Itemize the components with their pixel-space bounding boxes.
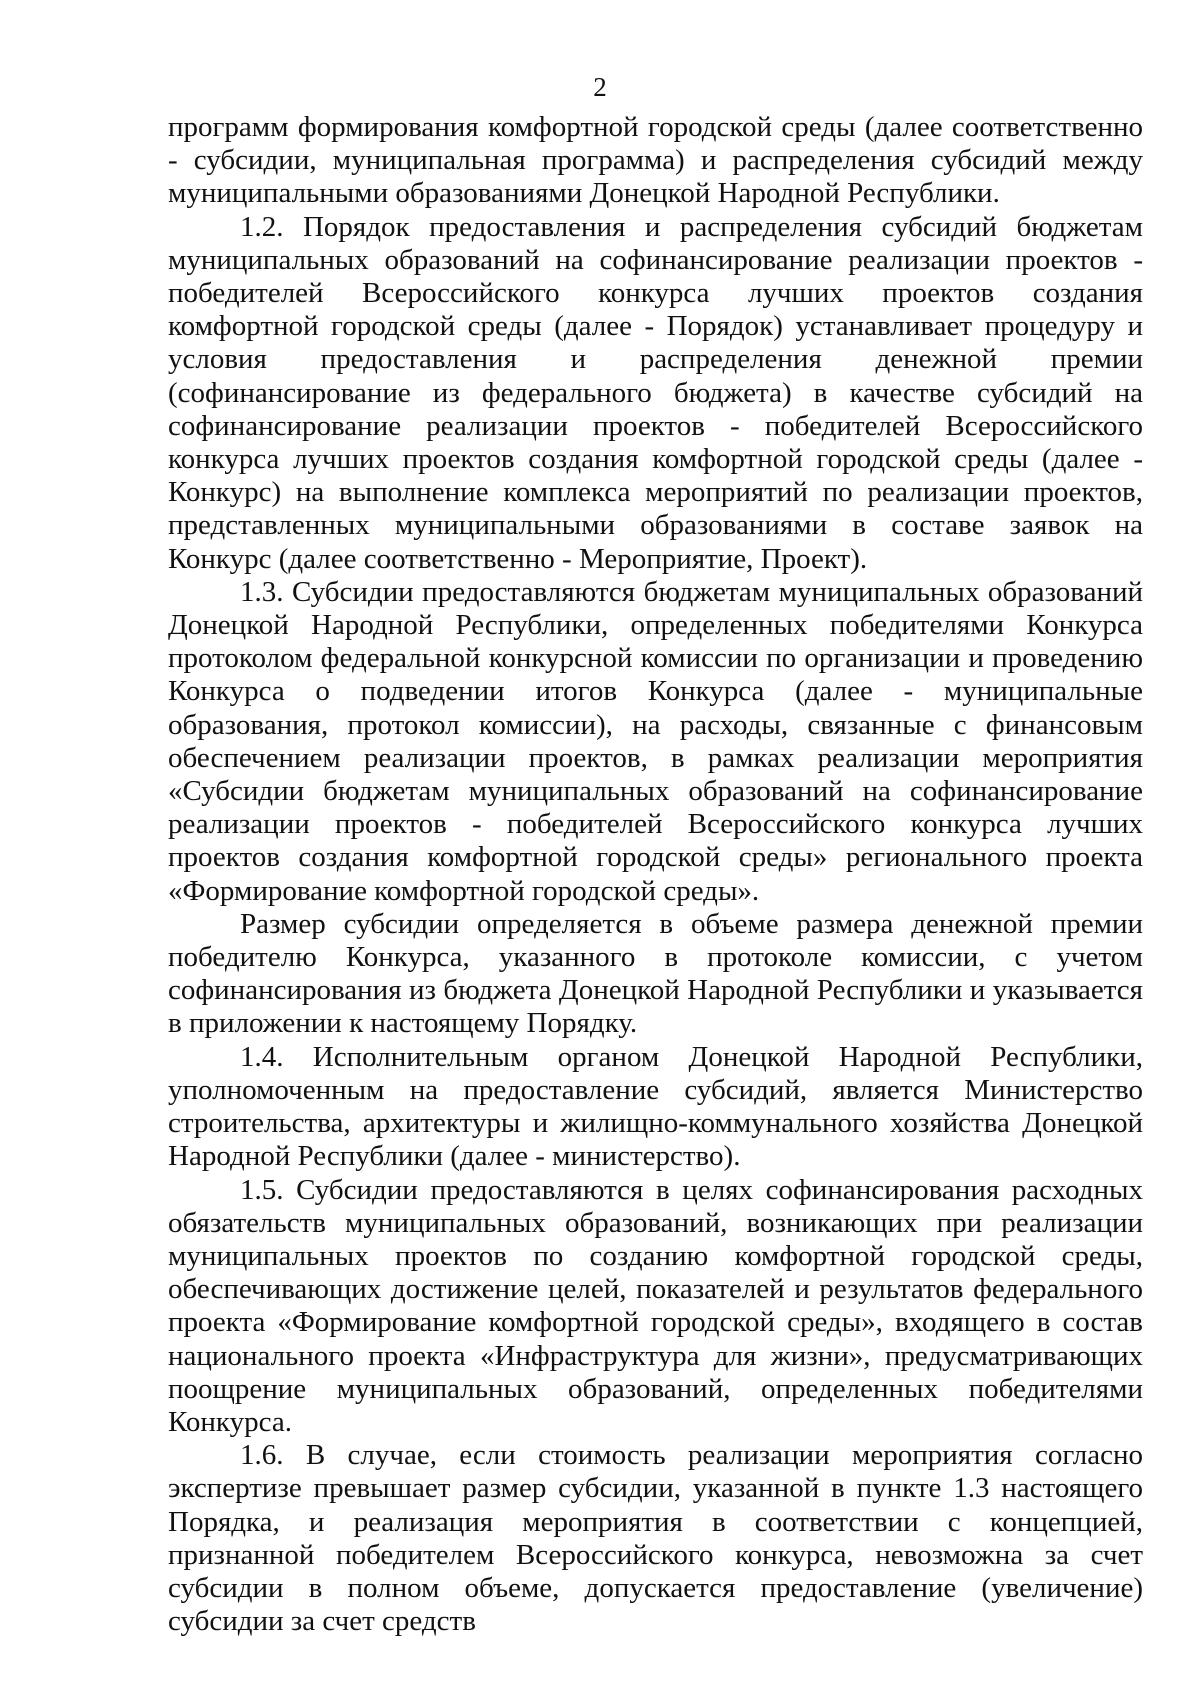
- paragraph-continuation: программ формирования комфортной городской среды (далее соответственно - субсидии, муниципальная программа) и распределения субсидий между муниципальными образованиями Донецкой Народной Республики.: [168, 111, 1143, 210]
- paragraph-1-5: 1.5. Субсидии предоставляются в целях софинансирования расходных обязательств муниципальных образований, возникающих при реализации муниципальных проектов по созданию комфортной городской среды, обеспечивающих достижение целей, показателей и результатов федерального проекта «Формирование комфортной городской среды», входящего в состав национального проекта «Инфраструктура для жизни», предусматривающих поощрение муниципальных образований, определенных победителями Конкурса.: [168, 1173, 1143, 1438]
- page-number: 2: [593, 72, 607, 102]
- paragraph-1-3: 1.3. Субсидии предоставляются бюджетам муниципальных образований Донецкой Народной Республики, определенных победителями Конкурса протоколом федеральной конкурсной комиссии по организации и проведению Конкурса о подведении итогов Конкурса (далее - муниципальные образования, протокол комиссии), на расходы, связанные с финансовым обеспечением реализации проектов, в рамках реализации мероприятия «Субсидии бюджетам муниципальных образований на софинансирование реализации проектов - победителей Всероссийского конкурса лучших проектов создания комфортной городской среды» регионального проекта «Формирование комфортной городской среды».: [168, 575, 1143, 907]
- paragraph-1-6: 1.6. В случае, если стоимость реализации мероприятия согласно экспертизе превышает размер субсидии, указанной в пункте 1.3 настоящего Порядка, и реализация мероприятия в соответствии с концепцией, признанной победителем Всероссийского конкурса, невозможна за счет субсидии в полном объеме, допускается предоставление (увеличение) субсидии за счет средств: [168, 1439, 1143, 1638]
- paragraph-1-4: 1.4. Исполнительным органом Донецкой Народной Республики, уполномоченным на предоставление субсидий, является Министерство строительства, архитектуры и жилищно-коммунального хозяйства Донецкой Народной Республики (далее - министерство).: [168, 1040, 1143, 1173]
- paragraph-1-2: 1.2. Порядок предоставления и распределения субсидий бюджетам муниципальных образований на софинансирование реализации проектов - победителей Всероссийского конкурса лучших проектов создания комфортной городской среды (далее - Порядок) устанавливает процедуру и условия предоставления и распределения денежной премии (софинансирование из федерального бюджета) в качестве субсидий на софинансирование реализации проектов - победителей Всероссийского конкурса лучших проектов создания комфортной городской среды (далее - Конкурс) на выполнение комплекса мероприятий по реализации проектов, представленных муниципальными образованиями в составе заявок на Конкурс (далее соответственно - Мероприятие, Проект).: [168, 210, 1143, 575]
- paragraph-subsidy-size: Размер субсидии определяется в объеме размера денежной премии победителю Конкурса, указанного в протоколе комиссии, с учетом софинансирования из бюджета Донецкой Народной Республики и указывается в приложении к настоящему Порядку.: [168, 907, 1143, 1040]
- document-body: [168, 111, 1143, 1638]
